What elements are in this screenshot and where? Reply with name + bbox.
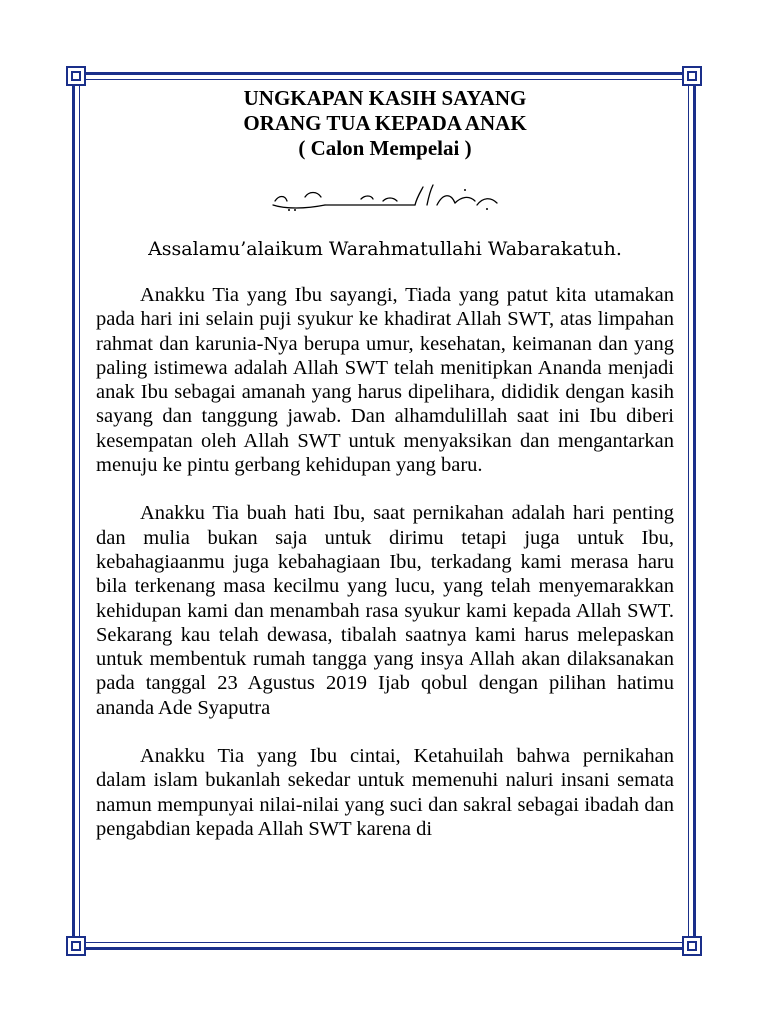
- border-corner-bottom-right: [682, 936, 702, 956]
- greeting: Assalamu’alaikum Warahmatullahi Wabarakatuh.: [148, 238, 622, 260]
- title-line-1: UNGKAPAN KASIH SAYANG: [243, 86, 527, 110]
- border-corner-top-right: [682, 66, 702, 86]
- border-corner-bottom-left: [66, 936, 86, 956]
- basmalah-calligraphy-icon: [265, 179, 505, 215]
- paragraph-3: Anakku Tia yang Ibu cintai, Ketahuilah bahwa pernikahan dalam islam bukanlah sekedar untuk memenuhi naluri insani semata namun mempunyai nilai-nilai yang suci dan sakral sebagai ibadah dan pengabdian kepada Allah SWT karena di: [96, 745, 674, 840]
- subtitle: ( Calon Mempelai ): [298, 136, 472, 160]
- document-body: [96, 86, 674, 841]
- border-corner-top-left: [66, 66, 86, 86]
- paragraph-1: Anakku Tia yang Ibu sayangi, Tiada yang patut kita utamakan pada hari ini selain puji syukur ke khadirat Allah SWT, atas limpahan rahmat dan karunia-Nya berupa umur, kesehatan, keimanan dan yang paling istimewa adalah Allah SWT telah menitipkan Ananda menjadi anak Ibu sebagai amanah yang harus dipelihara, dididik dengan kasih sayang dan tanggung jawab. Dan alhamdulillah saat ini Ibu diberi kesempatan oleh Allah SWT untuk menyaksikan dan mengantarkan menuju ke pintu gerbang kehidupan yang baru.: [96, 284, 674, 477]
- paragraph-2: Anakku Tia buah hati Ibu, saat pernikahan adalah hari penting dan mulia bukan saja untuk dirimu tetapi juga untuk Ibu, kebahagiaanmu juga kebahagiaan Ibu, terkadang kami merasa haru bila terkenang masa kecilmu yang lucu, yang telah menyemarakkan kehidupan kami dan menambah rasa syukur kami kepada Allah SWT. Sekarang kau telah dewasa, tibalah saatnya kami harus melepaskan untuk membentuk rumah tangga yang insya Allah akan dilaksanakan pada tanggal 23 Agustus 2019 Ijab qobul dengan pilihan hatimu ananda Ade Syaputra: [96, 502, 674, 719]
- title-line-2: ORANG TUA KEPADA ANAK: [243, 111, 527, 135]
